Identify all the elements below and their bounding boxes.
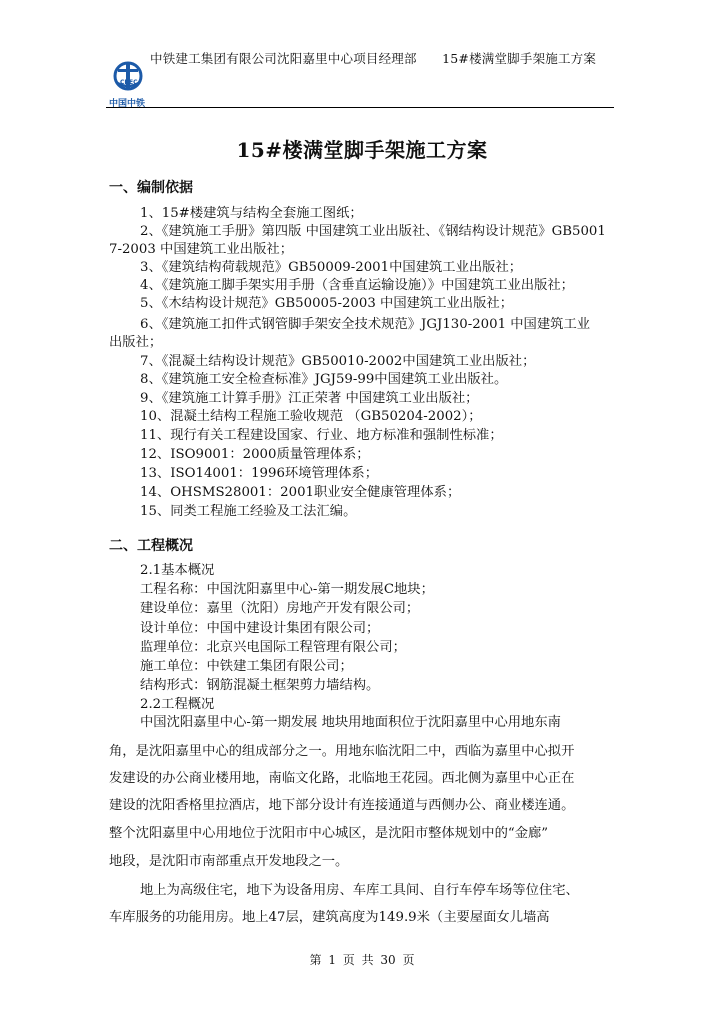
basis-line: 1、15#楼建筑与结构全套施工图纸；	[140, 206, 363, 221]
basis-line: 7-2003 中国建筑工业出版社；	[109, 242, 293, 257]
basis-line: 4、《建筑施工脚手架实用手册（含垂直运输设施）》中国建筑工业出版社；	[140, 278, 574, 293]
basis-line: 12、ISO9001：2000质量管理体系；	[140, 447, 370, 462]
paragraph-line: 建设的沈阳香格里拉酒店，地下部分设计有连接通道与西侧办公、商业楼连通。	[109, 798, 575, 813]
paragraph-line: 地上为高级住宅，地下为设备用房、车库工具间、自行车停车场等位住宅、	[140, 883, 579, 898]
basis-line: 10、混凝土结构工程施工验收规范 （GB50204-2002）；	[140, 409, 482, 424]
header-divider	[106, 107, 614, 108]
basis-line: 9、《建筑施工计算手册》江正荣著 中国建筑工业出版社；	[140, 391, 479, 406]
basis-line: 8、《建筑施工安全检查标准》JGJ59-99中国建筑工业出版社。	[140, 372, 508, 387]
running-header: 中铁建工集团有限公司沈阳嘉里中心项目经理部 15#楼满堂脚手架施工方案	[150, 51, 597, 66]
info-line: 施工单位：中铁建工集团有限公司；	[140, 659, 353, 674]
basis-line: 6、《建筑施工扣件式钢管脚手架安全技术规范》JGJ130-2001 中国建筑工业	[140, 317, 591, 332]
basis-line: 11、现行有关工程建设国家、行业、地方标准和强制性标准；	[140, 428, 503, 443]
basis-line: 出版社；	[109, 335, 163, 350]
logo-caption: 中国中铁	[109, 99, 146, 109]
basis-line: 15、同类工程施工经验及工法汇编。	[140, 504, 357, 519]
basis-line: 7、《混凝土结构设计规范》GB50010-2002中国建筑工业出版社；	[140, 354, 536, 369]
basis-line: 5、《木结构设计规范》GB50005-2003 中国建筑工业出版社；	[140, 296, 513, 311]
subsection-heading: 2.1基本概况	[140, 563, 215, 578]
paragraph-line: 角，是沈阳嘉里中心的组成部分之一。用地东临沈阳二中，西临为嘉里中心拟开	[109, 744, 575, 759]
info-line: 设计单位：中国中建设计集团有限公司；	[140, 621, 380, 636]
page-footer: 第 1 页 共 30 页	[309, 953, 415, 967]
basis-line: 13、ISO14001：1996环境管理体系；	[140, 466, 378, 481]
basis-line: 3、《建筑结构荷载规范》GB50009-2001中国建筑工业出版社；	[140, 260, 523, 275]
paragraph-line: 中国沈阳嘉里中心-第一期发展 地块用地面积位于沈阳嘉里中心用地东南	[140, 715, 561, 730]
paragraph-line: 整个沈阳嘉里中心用地位于沈阳市中心城区，是沈阳市整体规划中的“金廊”	[109, 826, 549, 841]
info-line: 监理单位：北京兴电国际工程管理有限公司；	[140, 640, 406, 655]
info-line: 工程名称：中国沈阳嘉里中心-第一期发展C地块；	[140, 582, 434, 597]
basis-line: 14、OHSMS28001：2001职业安全健康管理体系；	[140, 485, 461, 500]
svg-text:CREC: CREC	[120, 79, 138, 86]
info-line: 结构形式：钢筋混凝土框架剪力墙结构。	[140, 678, 380, 693]
paragraph-line: 地段，是沈阳市南部重点开发地段之一。	[109, 854, 349, 869]
section-heading-overview: 二、工程概况	[109, 538, 193, 554]
basis-line: 2、《建筑施工手册》第四版 中国建筑工业出版社、《钢结构设计规范》GB5001	[140, 224, 606, 239]
info-line: 建设单位：嘉里（沈阳）房地产开发有限公司；	[140, 601, 420, 616]
paragraph-line: 车库服务的功能用房。地上47层，建筑高度为149.9米（主要屋面女儿墙高	[109, 910, 550, 925]
section-heading-basis: 一、编制依据	[109, 180, 193, 196]
document-title: 15#楼满堂脚手架施工方案	[236, 138, 488, 162]
subsection-heading: 2.2工程概况	[140, 697, 215, 712]
paragraph-line: 发建设的办公商业楼用地，南临文化路，北临地王花园。西北侧为嘉里中心正在	[109, 771, 575, 786]
